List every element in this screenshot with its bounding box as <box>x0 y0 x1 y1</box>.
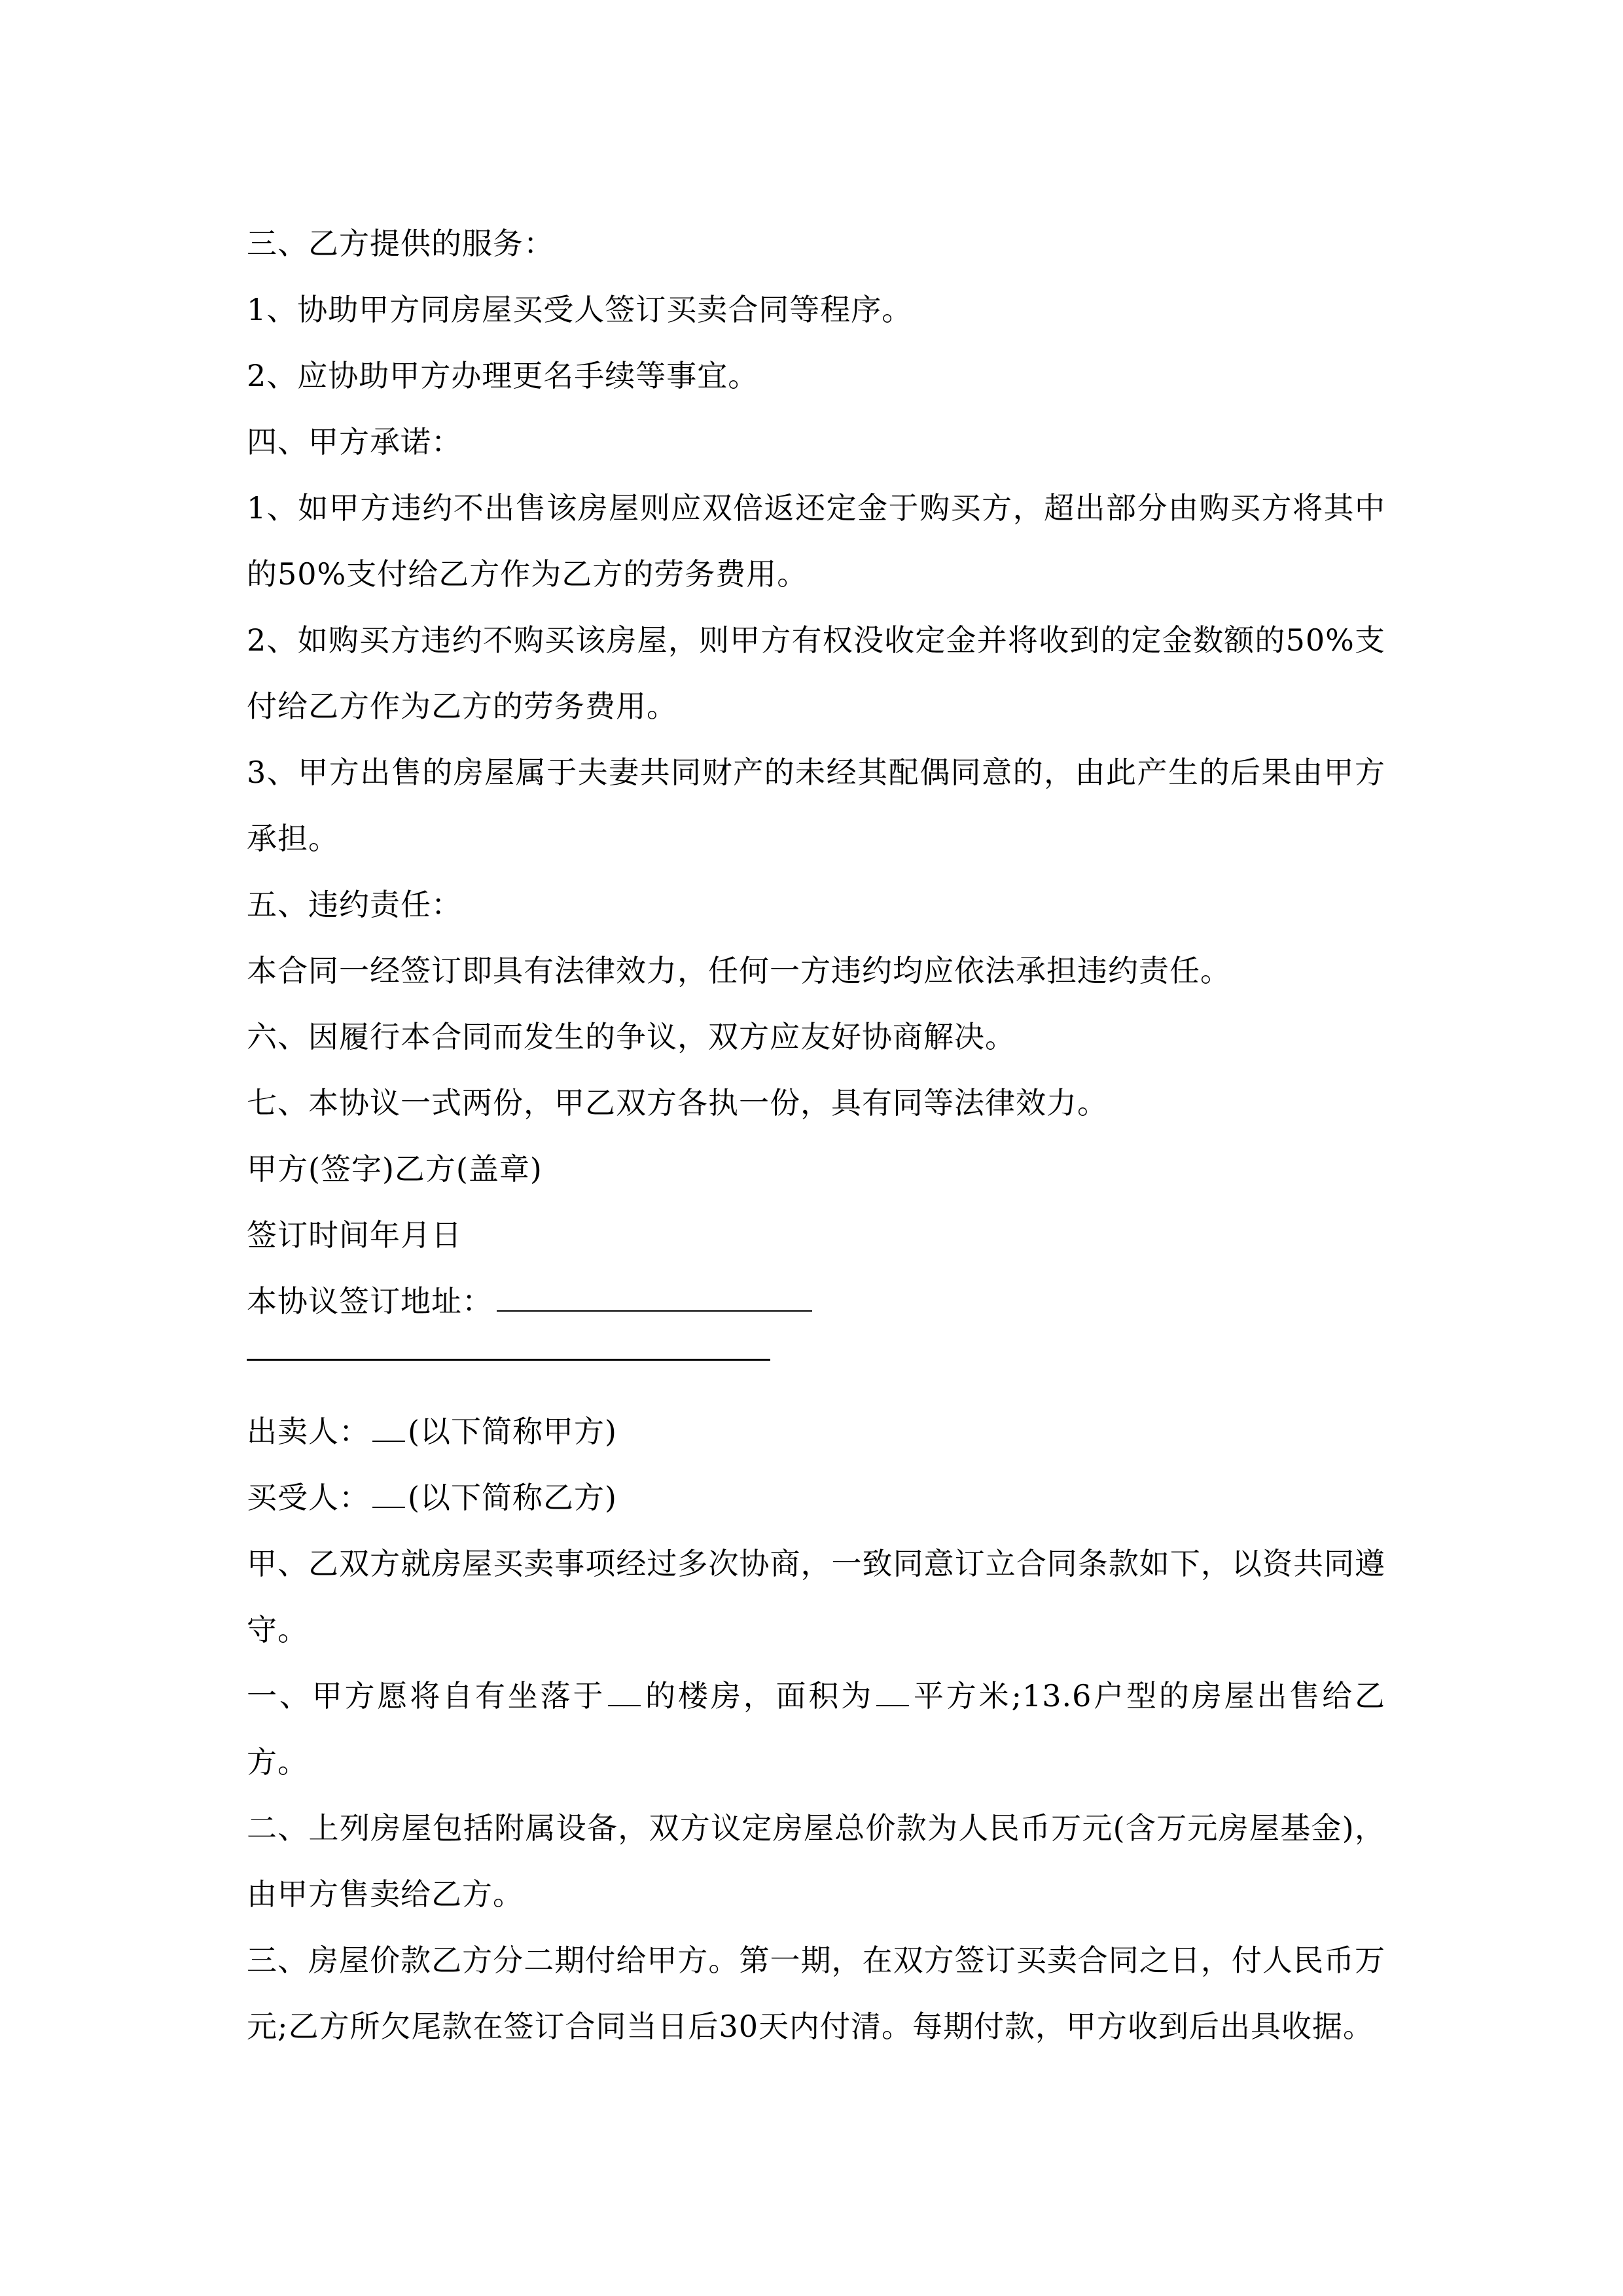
signing-address-label: 本协议签订地址： <box>247 1283 493 1319</box>
seller-line <box>247 1399 1385 1465</box>
liability-text: 本合同一经签订即具有法律效力，任何一方违约均应依法承担违约责任。 <box>247 953 1231 988</box>
section-heading-liability: 五、违约责任： <box>247 887 462 922</box>
seller-prefix: 出卖人： <box>247 1414 370 1449</box>
buyer-suffix: (以下简称乙方) <box>408 1480 617 1515</box>
copies-clause: 七、本协议一式两份，甲乙双方各执一份，具有同等法律效力。 <box>247 1085 1108 1121</box>
clause-3: 三、房屋价款乙方分二期付给甲方。第一期，在双方签订买卖合同之日，付人民币万元;乙方所欠尾款在签订合同当日后30天内付清。每期付款，甲方收到后出具收据。 <box>247 1943 1385 2044</box>
commitment-item-3: 3、甲方出售的房屋属于夫妻共同财产的未经其配偶同意的，由此产生的后果由甲方承担。 <box>247 755 1385 856</box>
document-body <box>247 211 1385 2060</box>
preamble: 甲、乙双方就房屋买卖事项经过多次协商，一致同意订立合同条款如下，以资共同遵守。 <box>247 1546 1385 1647</box>
services-item-2: 2、应协助甲方办理更名手续等事宜。 <box>247 358 759 393</box>
commitment-item-1: 1、如甲方违约不出售该房屋则应双倍返还定金于购买方，超出部分由购买方将其中的50%支付给乙方作为乙方的劳务费用。 <box>247 490 1385 592</box>
section-heading-commitments: 四、甲方承诺： <box>247 424 462 459</box>
clause-1-part-b: 的楼房，面积为 <box>643 1678 874 1713</box>
signing-date: 签订时间年月日 <box>247 1217 462 1253</box>
address-blank-line <box>497 1310 812 1312</box>
clause-2: 二、上列房屋包括附属设备，双方议定房屋总价款为人民币万元(含万元房屋基金)，由甲方售卖给乙方。 <box>247 1810 1385 1912</box>
commitment-item-2: 2、如购买方违约不购买该房屋，则甲方有权没收定金并将收到的定金数额的50%支付给乙方作为乙方的劳务费用。 <box>247 622 1385 724</box>
clause-1 <box>247 1663 1385 1795</box>
location-blank <box>608 1705 641 1706</box>
seller-blank <box>372 1441 405 1442</box>
clause-1-part-a: 一、甲方愿将自有坐落于 <box>247 1678 606 1713</box>
section-divider <box>247 1359 770 1361</box>
buyer-line <box>247 1465 1385 1531</box>
dispute-clause: 六、因履行本合同而发生的争议，双方应友好协商解决。 <box>247 1019 1016 1054</box>
buyer-prefix: 买受人： <box>247 1480 370 1515</box>
buyer-blank <box>372 1507 405 1508</box>
area-blank <box>876 1705 909 1706</box>
seller-suffix: (以下简称甲方) <box>408 1414 617 1449</box>
services-item-1: 1、协助甲方同房屋买受人签订买卖合同等程序。 <box>247 292 913 327</box>
signing-address <box>247 1268 1385 1335</box>
clause-1-part-c: 平方米;13.6户型的房屋出售给乙方。 <box>247 1678 1386 1780</box>
section-heading-services: 三、乙方提供的服务： <box>247 226 554 261</box>
signature-line: 甲方(签字)乙方(盖章) <box>247 1151 543 1187</box>
